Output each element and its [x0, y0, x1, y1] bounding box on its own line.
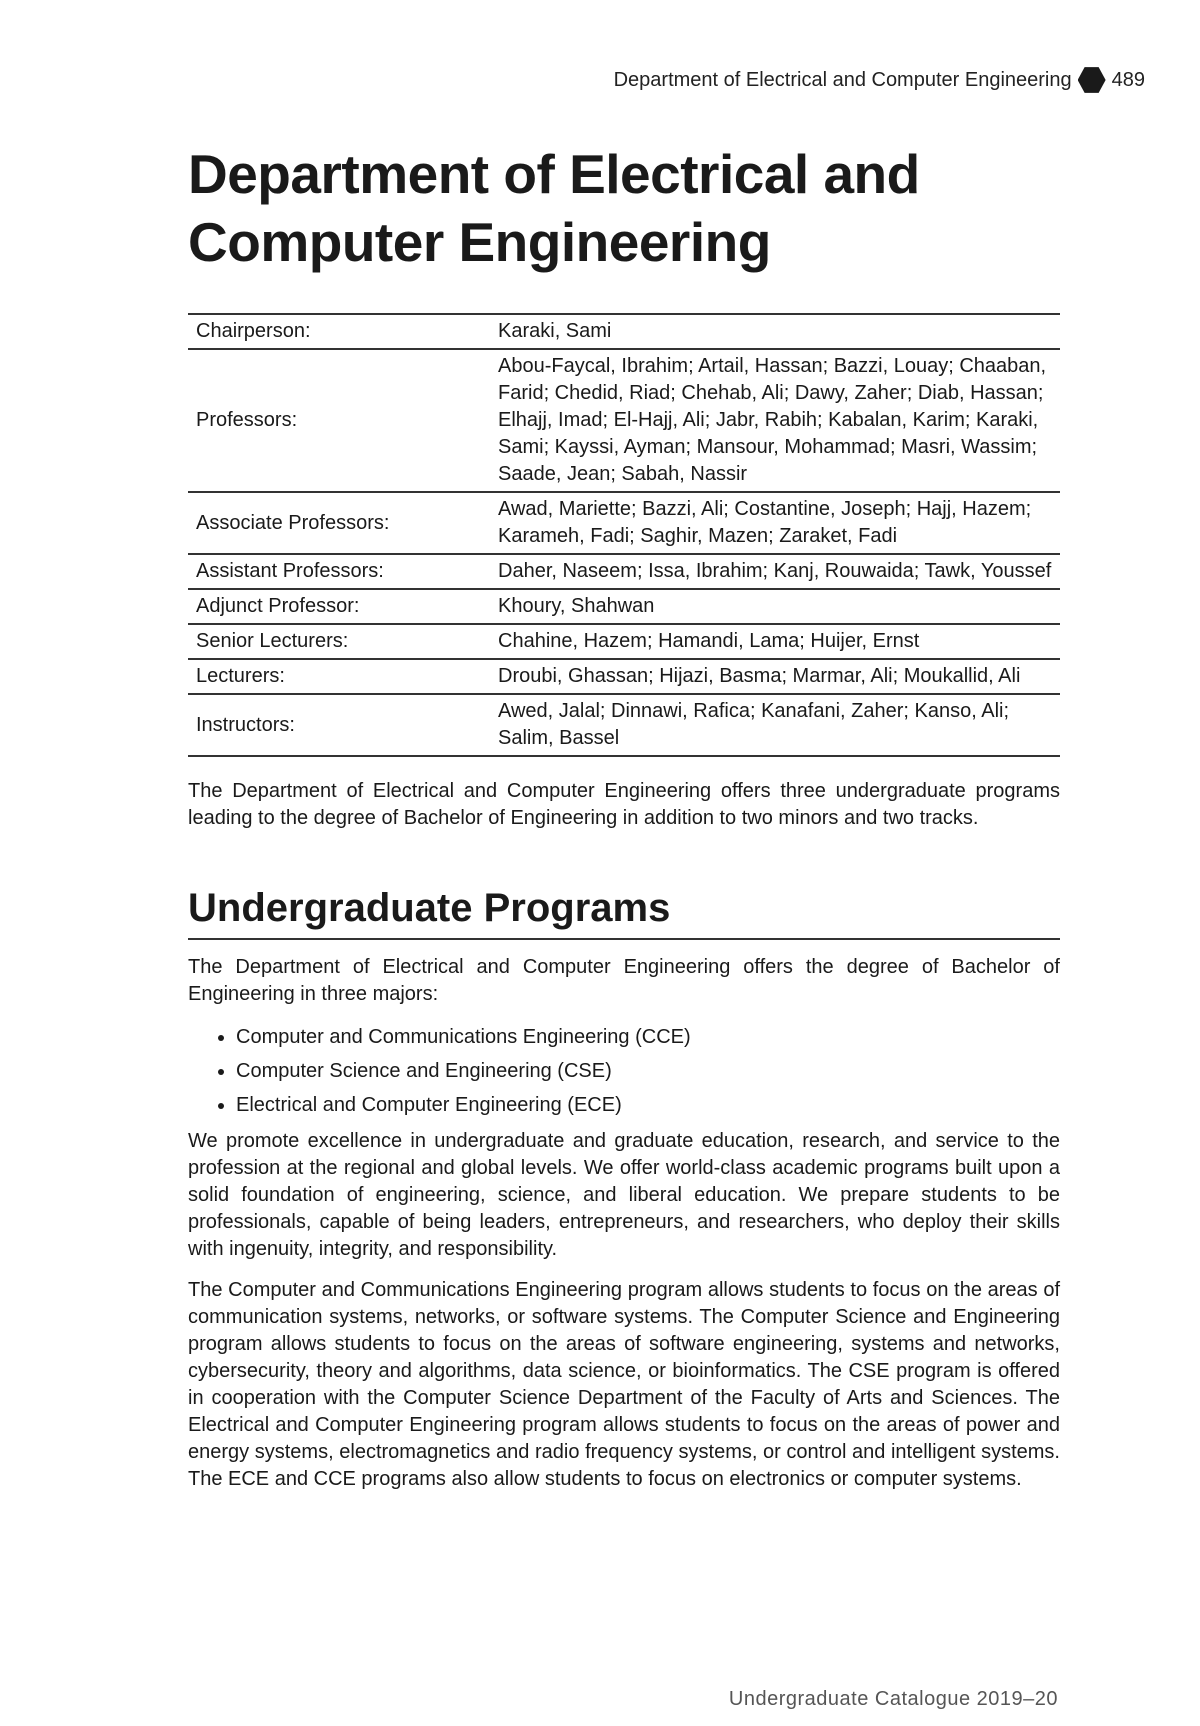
faculty-names: Karaki, Sami — [498, 320, 612, 342]
table-row — [188, 349, 1060, 492]
faculty-role: Chairperson: — [196, 320, 311, 342]
faculty-role: Associate Professors: — [196, 511, 390, 534]
programs-detail-paragraph: The Computer and Communications Engineering program allows students to focus on the areas of communication systems, networks, or software systems. The Computer Science and Engineering program allows students to focus on the areas of software engineering, systems and networks, cybersecurity, theory and algorithms, data science, or bioinformatics. The CSE program is offered in cooperation with the Computer Science Department of the Faculty of Arts and Sciences. The Electrical and Computer Engineering program allows students to focus on the areas of power and energy systems, electromagnetics and radio frequency systems, or control and intelligent systems. The ECE and CCE programs also allow students to focus on electronics or computer systems. — [188, 1279, 1060, 1490]
page-number: 489 — [1111, 68, 1145, 91]
faculty-role: Professors: — [196, 409, 298, 431]
table-row — [188, 589, 1060, 624]
list-item: • Electrical and Computer Engineering (ECE) — [236, 1088, 1060, 1122]
table-row — [188, 492, 1060, 554]
running-title: Department of Electrical and Computer Engineering — [613, 68, 1072, 91]
mission-paragraph: We promote excellence in undergraduate and graduate education, research, and service to the profession at the regional and global levels. We offer world-class academic programs built upon a solid foundation of engineering, science, and liberal education. We prepare students to be professionals, capable of being leaders, entrepreneurs, and researchers, who deploy their skills with ingenuity, integrity, and responsibility. — [188, 1130, 1060, 1260]
majors-list — [188, 1020, 1060, 1122]
page-footer: Undergraduate Catalogue 2019–20 — [728, 1688, 1058, 1710]
faculty-names: Abou-Faycal, Ibrahim; Artail, Hassan; Bazzi, Louay; Chaaban, Farid; Chedid, Riad; Chehab, Ali; Dawy, Zaher; Diab, Hassan; Elhajj, Imad; El-Hajj, Ali; Jabr, Rabih; Kabalan, Karim; Karaki, Sami; Kayssi, Ayman; Mansour, Mohammad; Masri, Wassim; Saade, Jean; Sabah, Nassir — [498, 355, 1047, 485]
faculty-names: Khoury, Shahwan — [498, 595, 655, 617]
faculty-table — [188, 313, 1060, 757]
table-row — [188, 694, 1060, 756]
table-row — [188, 659, 1060, 694]
table-row — [188, 554, 1060, 589]
hexagon-icon — [1078, 66, 1106, 94]
faculty-names: Daher, Naseem; Issa, Ibrahim; Kanj, Rouwaida; Tawk, Youssef — [498, 560, 1052, 582]
faculty-role: Lecturers: — [196, 665, 285, 687]
undergraduate-programs-heading: Undergraduate Programs — [188, 882, 1060, 940]
list-item: • Computer Science and Engineering (CSE) — [236, 1054, 1060, 1088]
faculty-role: Assistant Professors: — [196, 560, 384, 582]
faculty-role: Instructors: — [196, 713, 295, 736]
faculty-role: Adjunct Professor: — [196, 595, 360, 617]
faculty-names: Chahine, Hazem; Hamandi, Lama; Huijer, Ernst — [498, 630, 920, 652]
faculty-role: Senior Lecturers: — [196, 630, 349, 652]
page-content — [188, 140, 1060, 1493]
page-title-line-1: Department of Electrical and — [188, 143, 920, 205]
table-row — [188, 624, 1060, 659]
faculty-names: Awed, Jalal; Dinnawi, Rafica; Kanafani, Zaher; Kanso, Ali; Salim, Bassel — [498, 700, 1010, 749]
intro-paragraph: The Department of Electrical and Computer Engineering offers three undergraduate programs leading to the degree of Bachelor of Engineering in addition to two minors and two tracks. — [188, 780, 1060, 829]
programs-intro-paragraph: The Department of Electrical and Computer Engineering offers the degree of Bachelor of Engineering in three majors: — [188, 956, 1060, 1005]
page-title-line-2: Computer Engineering — [188, 211, 771, 273]
table-row — [188, 314, 1060, 349]
page-title — [188, 140, 1060, 276]
faculty-names: Droubi, Ghassan; Hijazi, Basma; Marmar, Ali; Moukallid, Ali — [498, 665, 1021, 687]
running-header — [614, 66, 1145, 94]
list-item: • Computer and Communications Engineering (CCE) — [236, 1020, 1060, 1054]
faculty-names: Awad, Mariette; Bazzi, Ali; Costantine, Joseph; Hajj, Hazem; Karameh, Fadi; Saghir, Mazen; Zaraket, Fadi — [498, 498, 1032, 547]
